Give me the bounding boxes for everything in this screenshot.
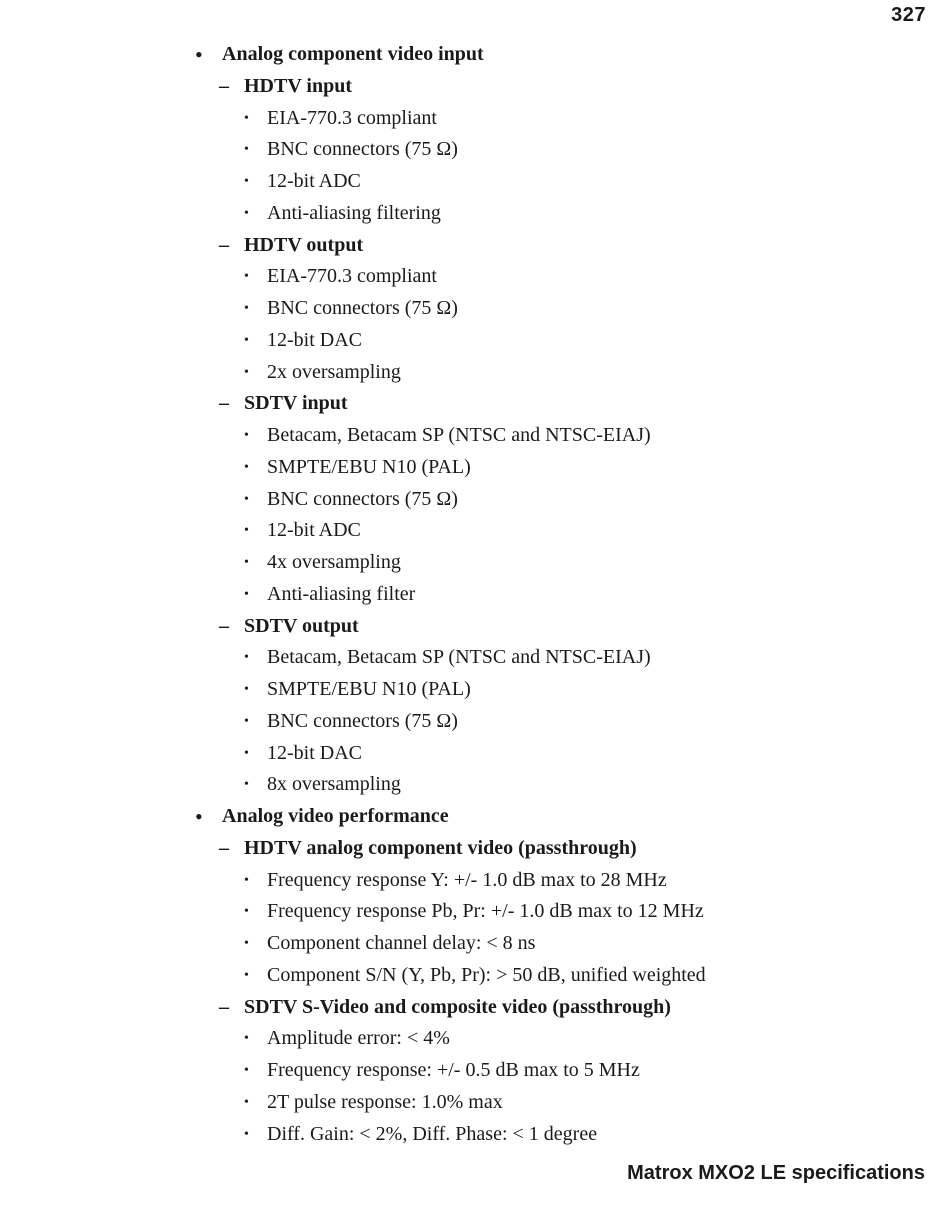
spec-item-text: Amplitude error: < 4% [267,1027,450,1050]
spec-item-text: Anti-aliasing filtering [267,201,441,224]
bullet-marker: • [244,555,249,570]
bullet-marker: • [244,428,249,443]
spec-item-text: Component S/N (Y, Pb, Pr): > 50 dB, unified weighted [267,963,706,986]
section-heading-text: Analog video performance [222,805,449,827]
bullet-marker: • [244,523,249,539]
spec-item-text: 12-bit DAC [267,328,362,351]
bullet-marker: • [244,682,249,697]
bullet-marker: • [244,174,249,189]
bullet-marker: • [244,1126,249,1142]
bullet-marker: • [244,967,249,983]
dash-marker: – [219,233,229,256]
subsection-heading-text: SDTV S-Video and composite video (passthrough) [244,995,671,1018]
dash-marker: – [219,614,229,637]
bullet-marker: • [244,110,249,126]
bullet-marker: • [244,650,249,666]
section-heading-text: Analog component video input [222,43,484,65]
spec-item-text: Frequency response Y: +/- 1.0 dB max to 28 MHz [267,868,667,891]
dash-marker: – [219,392,229,415]
spec-item-text: SMPTE/EBU N10 (PAL) [267,455,471,478]
spec-item-text: BNC connectors (75 Ω) [267,297,458,319]
subsection-heading-text: SDTV output [244,614,359,637]
bullet-marker: • [244,332,249,348]
spec-item-text: 8x oversampling [267,773,401,796]
subsection-heading-text: HDTV output [244,233,364,256]
bullet-marker: • [244,586,249,602]
bullet-marker: • [244,713,249,729]
bullet-marker: • [244,872,249,888]
subsection-heading-text: HDTV analog component video (passthrough) [244,836,637,859]
bullet-marker: • [244,904,249,920]
bullet-marker: • [244,301,249,316]
bullet-marker: • [244,205,249,221]
spec-item-text: Diff. Gain: < 2%, Diff. Phase: < 1 degree [267,1122,598,1145]
bullet-marker: • [244,142,249,158]
dash-marker: – [219,74,229,97]
bullet-marker: • [244,1063,249,1078]
spec-item-text: SMPTE/EBU N10 (PAL) [267,678,471,700]
spec-item-text: BNC connectors (75 Ω) [267,487,458,510]
bullet-marker: • [244,777,249,793]
spec-item-text: 2x oversampling [267,360,401,383]
spec-item-text: BNC connectors (75 Ω) [267,709,458,732]
spec-item-text: Frequency response Pb, Pr: +/- 1.0 dB max to 12 MHz [267,900,704,923]
bullet-marker: • [244,491,249,507]
spec-item-text: 12-bit ADC [267,519,361,542]
dash-marker: – [219,995,229,1018]
spec-item-text: Betacam, Betacam SP (NTSC and NTSC-EIAJ) [267,424,651,446]
spec-item-text: 4x oversampling [267,551,401,573]
spec-item-text: Betacam, Betacam SP (NTSC and NTSC-EIAJ) [267,646,651,669]
spec-item-text: EIA-770.3 compliant [267,265,437,288]
spec-item-text: 12-bit ADC [267,170,361,192]
bullet-marker: • [244,936,249,951]
spec-item-text: 12-bit DAC [267,741,362,764]
bullet-marker: • [244,745,249,761]
spec-item-text: Frequency response: +/- 0.5 dB max to 5 MHz [267,1059,640,1081]
bullet-marker: • [244,269,249,285]
spec-item-text: BNC connectors (75 Ω) [267,138,458,161]
subsection-heading-text: HDTV input [244,74,353,97]
bullet-marker: • [195,804,203,829]
spec-item-text: EIA-770.3 compliant [267,106,437,129]
dash-marker: – [219,836,229,859]
bullet-marker: • [244,459,249,475]
bullet-marker: • [244,1094,249,1110]
subsection-heading-text: SDTV input [244,392,348,415]
page-number: 327 [891,4,926,26]
spec-item-text: Component channel delay: < 8 ns [267,932,536,954]
bullet-marker: • [244,364,249,380]
spec-item-text: 2T pulse response: 1.0% max [267,1090,503,1113]
spec-item-text: Anti-aliasing filter [267,582,416,605]
page-footer: Matrox MXO2 LE specifications [627,1162,925,1184]
bullet-marker: • [195,42,203,67]
bullet-marker: • [244,1031,249,1047]
